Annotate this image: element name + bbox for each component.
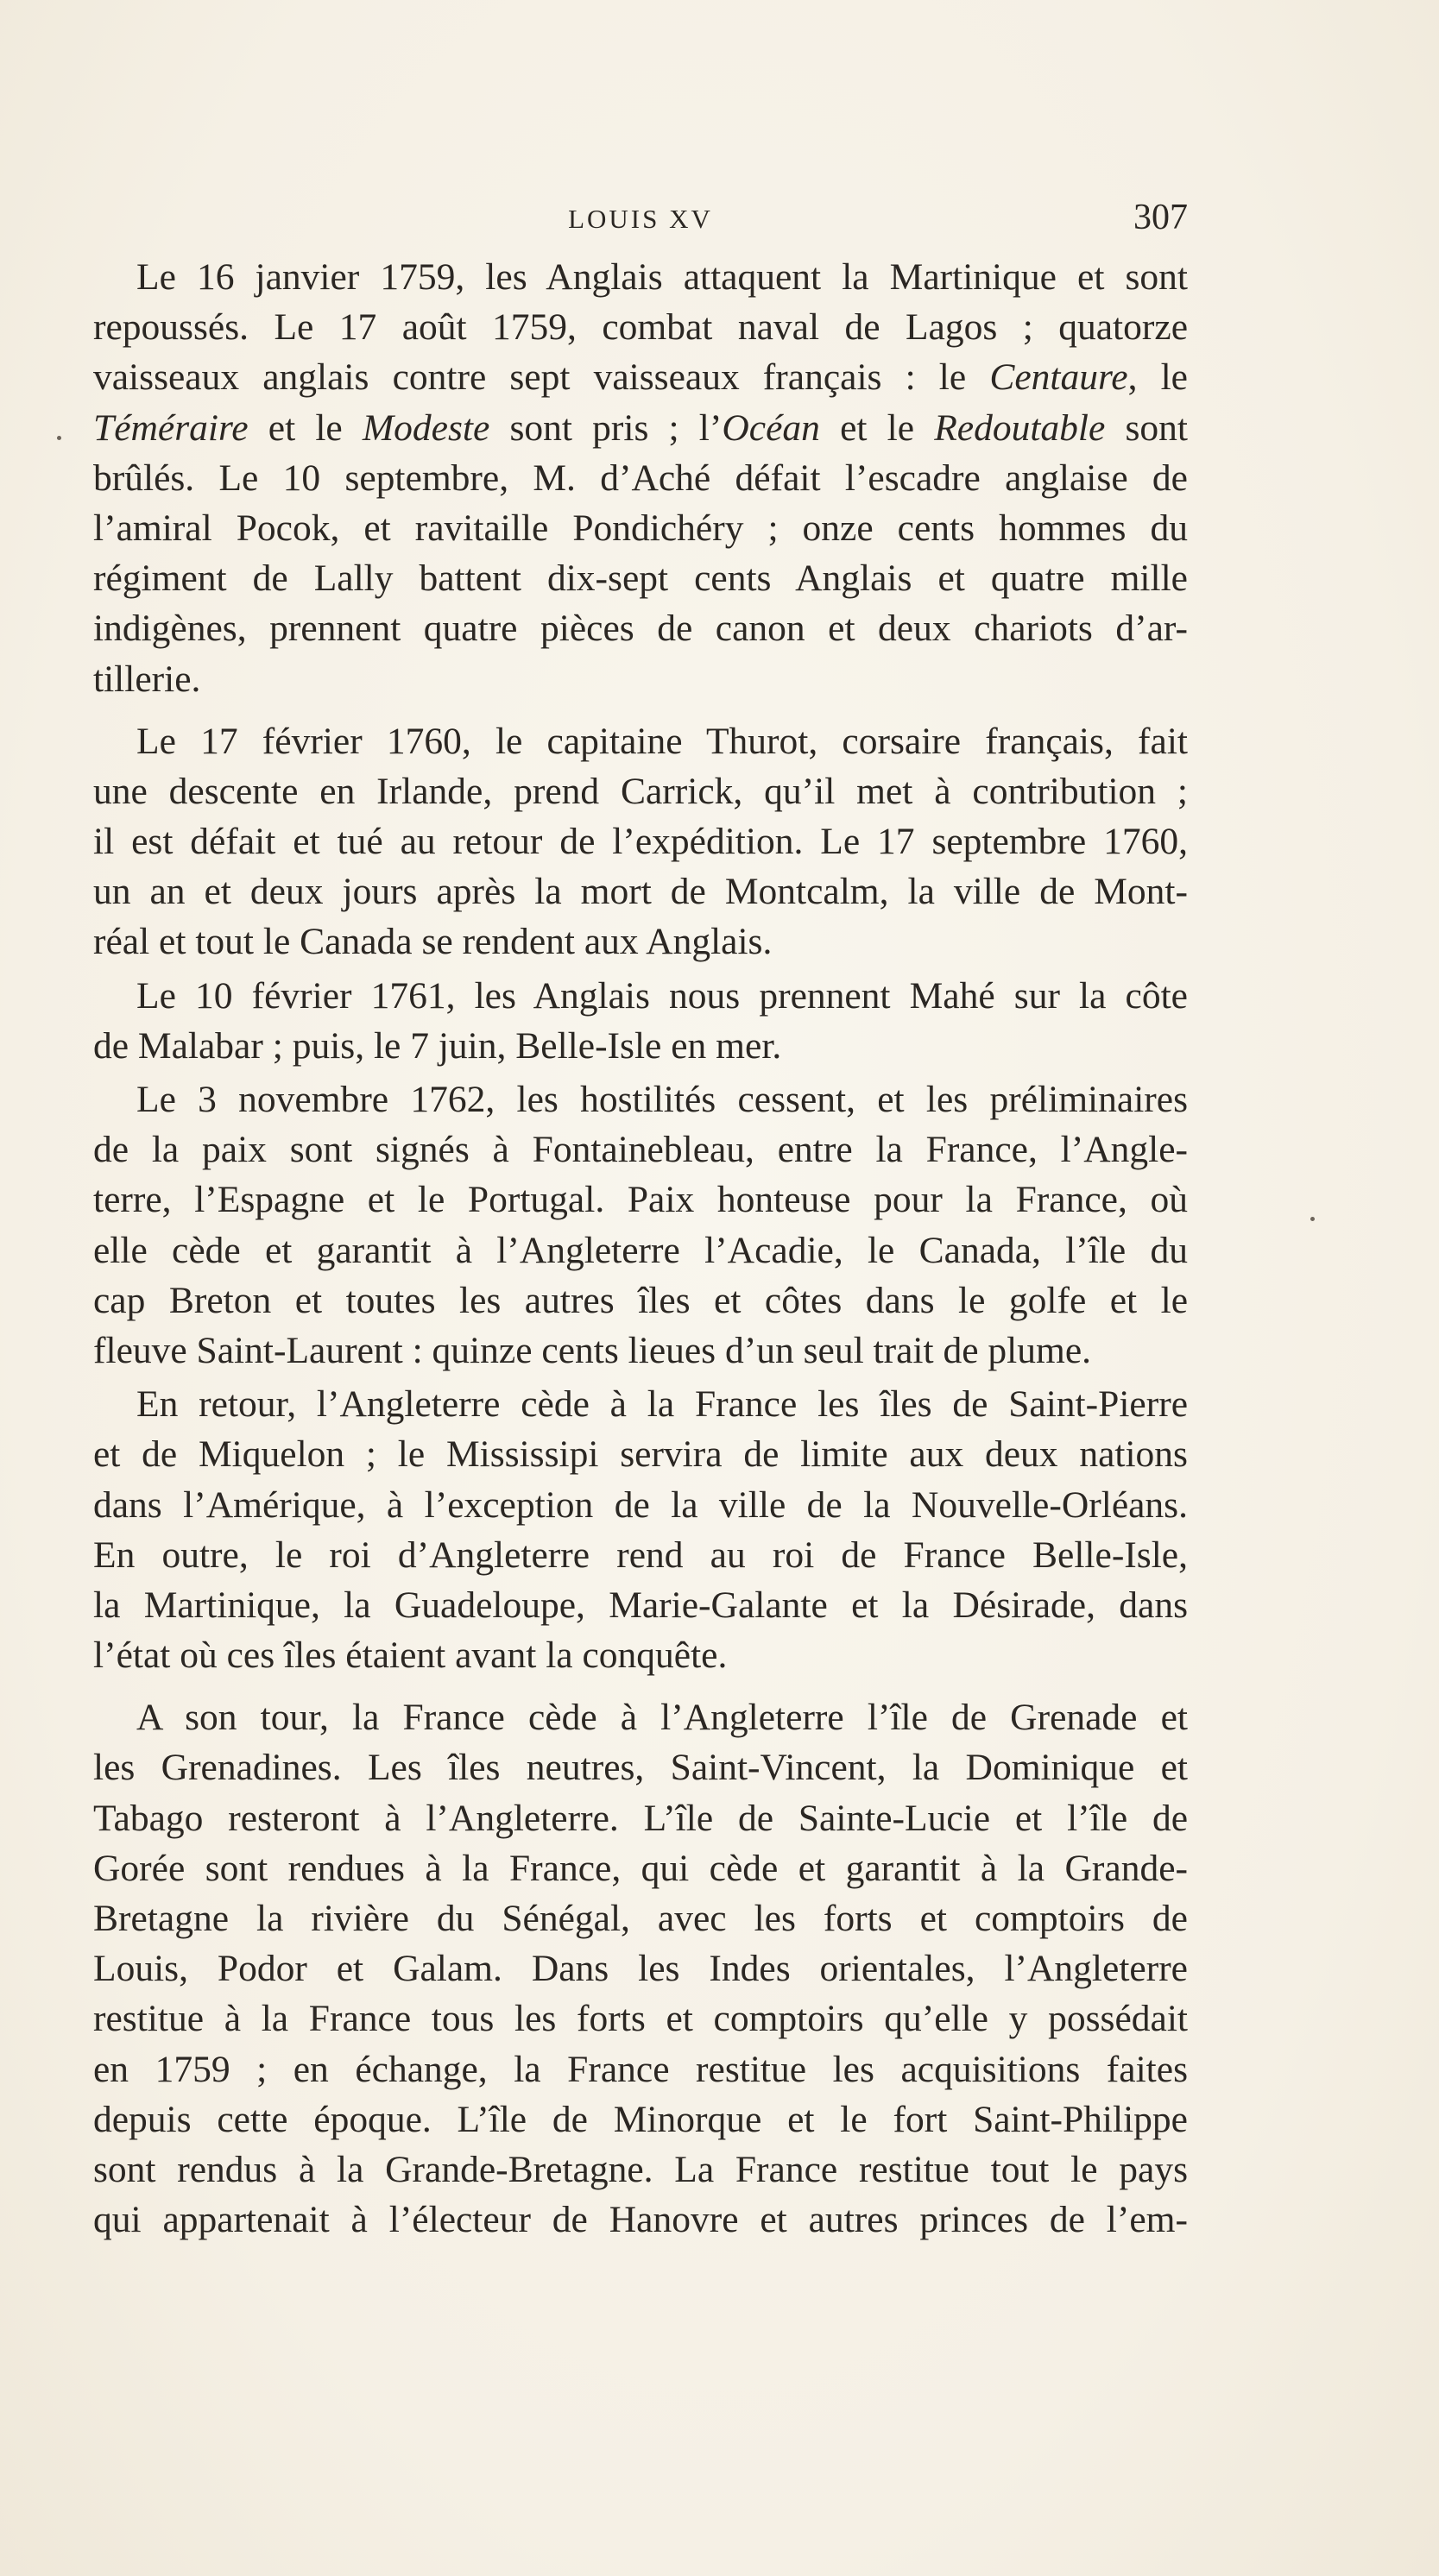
text-line	[93, 716, 1188, 766]
text-line	[93, 971, 1188, 1021]
text-run: elle cède et garantit à l’Angleterre l’Acadie, le Canada, l’île du	[93, 1229, 1188, 1271]
text-run: Le 10 février 1761, les Anglais nous prennent Mahé sur la côte	[136, 974, 1188, 1017]
text-line	[93, 1326, 1188, 1376]
text-run: indigènes, prennent quatre pièces de canon et deux chariots d’ar-	[93, 608, 1188, 650]
text-line	[93, 816, 1188, 866]
text-run: depuis cette époque. L’île de Minorque et le fort Saint-Philippe	[93, 2098, 1188, 2140]
text-run: Le 17 février 1760, le capitaine Thurot, corsaire français, fait	[136, 720, 1188, 762]
text-run: En outre, le roi d’Angleterre rend au roi de France Belle-Isle,	[93, 1534, 1188, 1576]
text-run: terre, l’Espagne et le Portugal. Paix honteuse pour la France, où	[93, 1179, 1188, 1221]
text-run: Louis, Podor et Galam. Dans les Indes orientales, l’Angleterre	[93, 1948, 1188, 1990]
text-run: brûlés. Le 10 septembre, M. d’Aché défait l’escadre anglaise de	[93, 457, 1188, 499]
running-title: LOUIS XV	[568, 204, 713, 234]
text-run: et de Miquelon ; le Mississipi servira de limite aux deux nations	[93, 1433, 1188, 1476]
paragraph-gap	[93, 1680, 1188, 1692]
italic-ship-name: Centaure	[989, 356, 1128, 399]
text-line	[93, 1993, 1188, 2044]
text-line	[93, 2195, 1188, 2245]
text-run: la Martinique, la Guadeloupe, Marie-Galante et la Désirade, dans	[93, 1584, 1188, 1626]
text-line	[93, 1843, 1188, 1893]
text-run: les Grenadines. Les îles neutres, Saint-Vincent, la Dominique et	[93, 1747, 1188, 1789]
text-run: repoussés. Le 17 août 1759, combat naval de Lagos ; quatorze	[93, 306, 1188, 349]
text-run: Le 16 janvier 1759, les Anglais attaquent la Martinique et sont	[136, 256, 1188, 298]
text-line	[93, 866, 1188, 916]
text-run: l’état où ces îles étaient avant la conquête.	[93, 1634, 728, 1677]
text-run: Le 3 novembre 1762, les hostilités cessent, et les préliminaires	[136, 1079, 1188, 1120]
text-run: sont	[1105, 406, 1188, 449]
paragraph	[93, 1074, 1188, 1376]
text-run: vaisseaux anglais contre sept vaisseaux français : le	[93, 356, 990, 399]
text-run: En retour, l’Angleterre cède à la France les îles de Saint-Pierre	[136, 1383, 1188, 1426]
text-run: il est défait et tué au retour de l’expédition. Le 17 septembre 1760,	[93, 821, 1188, 863]
text-line	[93, 453, 1188, 503]
text-run: , le	[1127, 356, 1188, 399]
text-line	[93, 1275, 1188, 1326]
text-line	[93, 1021, 1188, 1071]
text-line	[93, 252, 1188, 302]
text-run: de Malabar ; puis, le 7 juin, Belle-Isle en mer.	[93, 1024, 782, 1067]
italic-ship-name: Modeste	[362, 406, 490, 449]
text-run: et le	[819, 406, 935, 449]
text-line	[93, 766, 1188, 816]
text-line	[93, 1480, 1188, 1530]
paragraph	[93, 1379, 1188, 1680]
text-run: cap Breton et toutes les autres îles et côtes dans le golfe et le	[93, 1279, 1188, 1321]
text-run: et le	[248, 406, 363, 449]
italic-ship-name: Océan	[722, 406, 820, 449]
text-run: A son tour, la France cède à l’Angleterre l’île de Grenade et	[136, 1697, 1188, 1739]
text-line	[93, 1074, 1188, 1124]
text-line	[93, 302, 1188, 352]
text-run: réal et tout le Canada se rendent aux Anglais.	[93, 921, 773, 963]
text-run: Tabago resteront à l’Angleterre. L’île de Sainte-Lucie et l’île de	[93, 1797, 1188, 1839]
italic-ship-name: Téméraire	[93, 406, 249, 449]
text-run: dans l’Amérique, à l’exception de la ville de la Nouvelle-Orléans.	[93, 1483, 1188, 1526]
text-run: Bretagne la rivière du Sénégal, avec les forts et comptoirs de	[93, 1898, 1188, 1939]
italic-ship-name: Redoutable	[934, 406, 1106, 449]
paper-speck	[1310, 1217, 1315, 1221]
text-run: tillerie.	[93, 658, 201, 700]
text-run: l’amiral Pocok, et ravitaille Pondichéry ; onze cents hommes du	[93, 507, 1188, 549]
text-line	[93, 352, 1188, 402]
text-line	[93, 1124, 1188, 1175]
text-line	[93, 1943, 1188, 1993]
text-line	[93, 1580, 1188, 1630]
text-line	[93, 1893, 1188, 1943]
text-line	[93, 916, 1188, 967]
page-number: 307	[1133, 198, 1188, 237]
text-run: un an et deux jours après la mort de Montcalm, la ville de Mont-	[93, 871, 1188, 913]
text-run: qui appartenait à l’électeur de Hanovre et autres princes de l’em-	[93, 2199, 1188, 2241]
paper-speck	[57, 436, 61, 440]
body-text	[93, 252, 1188, 2245]
text-run: de la paix sont signés à Fontainebleau, entre la France, l’Angle-	[93, 1129, 1188, 1171]
text-line	[93, 1530, 1188, 1580]
text-line	[93, 1429, 1188, 1479]
text-line	[93, 654, 1188, 704]
text-run: sont pris ; l’	[489, 406, 723, 449]
text-run: Gorée sont rendues à la France, qui cède et garantit à la Grande-	[93, 1847, 1188, 1889]
text-line	[93, 1742, 1188, 1792]
running-head	[93, 197, 1188, 242]
text-line	[93, 553, 1188, 603]
paragraph-gap	[93, 704, 1188, 716]
text-run: sont rendus à la Grande-Bretagne. La France restitue tout le pays	[93, 2148, 1188, 2190]
paragraph	[93, 252, 1188, 704]
text-line	[93, 603, 1188, 653]
paragraph	[93, 1692, 1188, 2245]
text-line	[93, 1225, 1188, 1275]
text-line	[93, 1630, 1188, 1680]
text-line	[93, 2094, 1188, 2145]
text-line	[93, 2044, 1188, 2094]
text-run: une descente en Irlande, prend Carrick, qu’il met à contribution ;	[93, 770, 1188, 812]
text-line	[93, 403, 1188, 453]
text-run: régiment de Lally battent dix-sept cents Anglais et quatre mille	[93, 557, 1188, 600]
paragraph	[93, 971, 1188, 1071]
text-run: restitue à la France tous les forts et comptoirs qu’elle y possédait	[93, 1998, 1188, 2040]
text-line	[93, 1379, 1188, 1429]
paragraph	[93, 716, 1188, 967]
text-line	[93, 1692, 1188, 1742]
text-line	[93, 2145, 1188, 2195]
text-run: fleuve Saint-Laurent : quinze cents lieues d’un seul trait de plume.	[93, 1329, 1091, 1371]
text-line	[93, 1793, 1188, 1843]
text-run: en 1759 ; en échange, la France restitue les acquisitions faites	[93, 2048, 1188, 2090]
text-line	[93, 503, 1188, 553]
text-line	[93, 1175, 1188, 1225]
